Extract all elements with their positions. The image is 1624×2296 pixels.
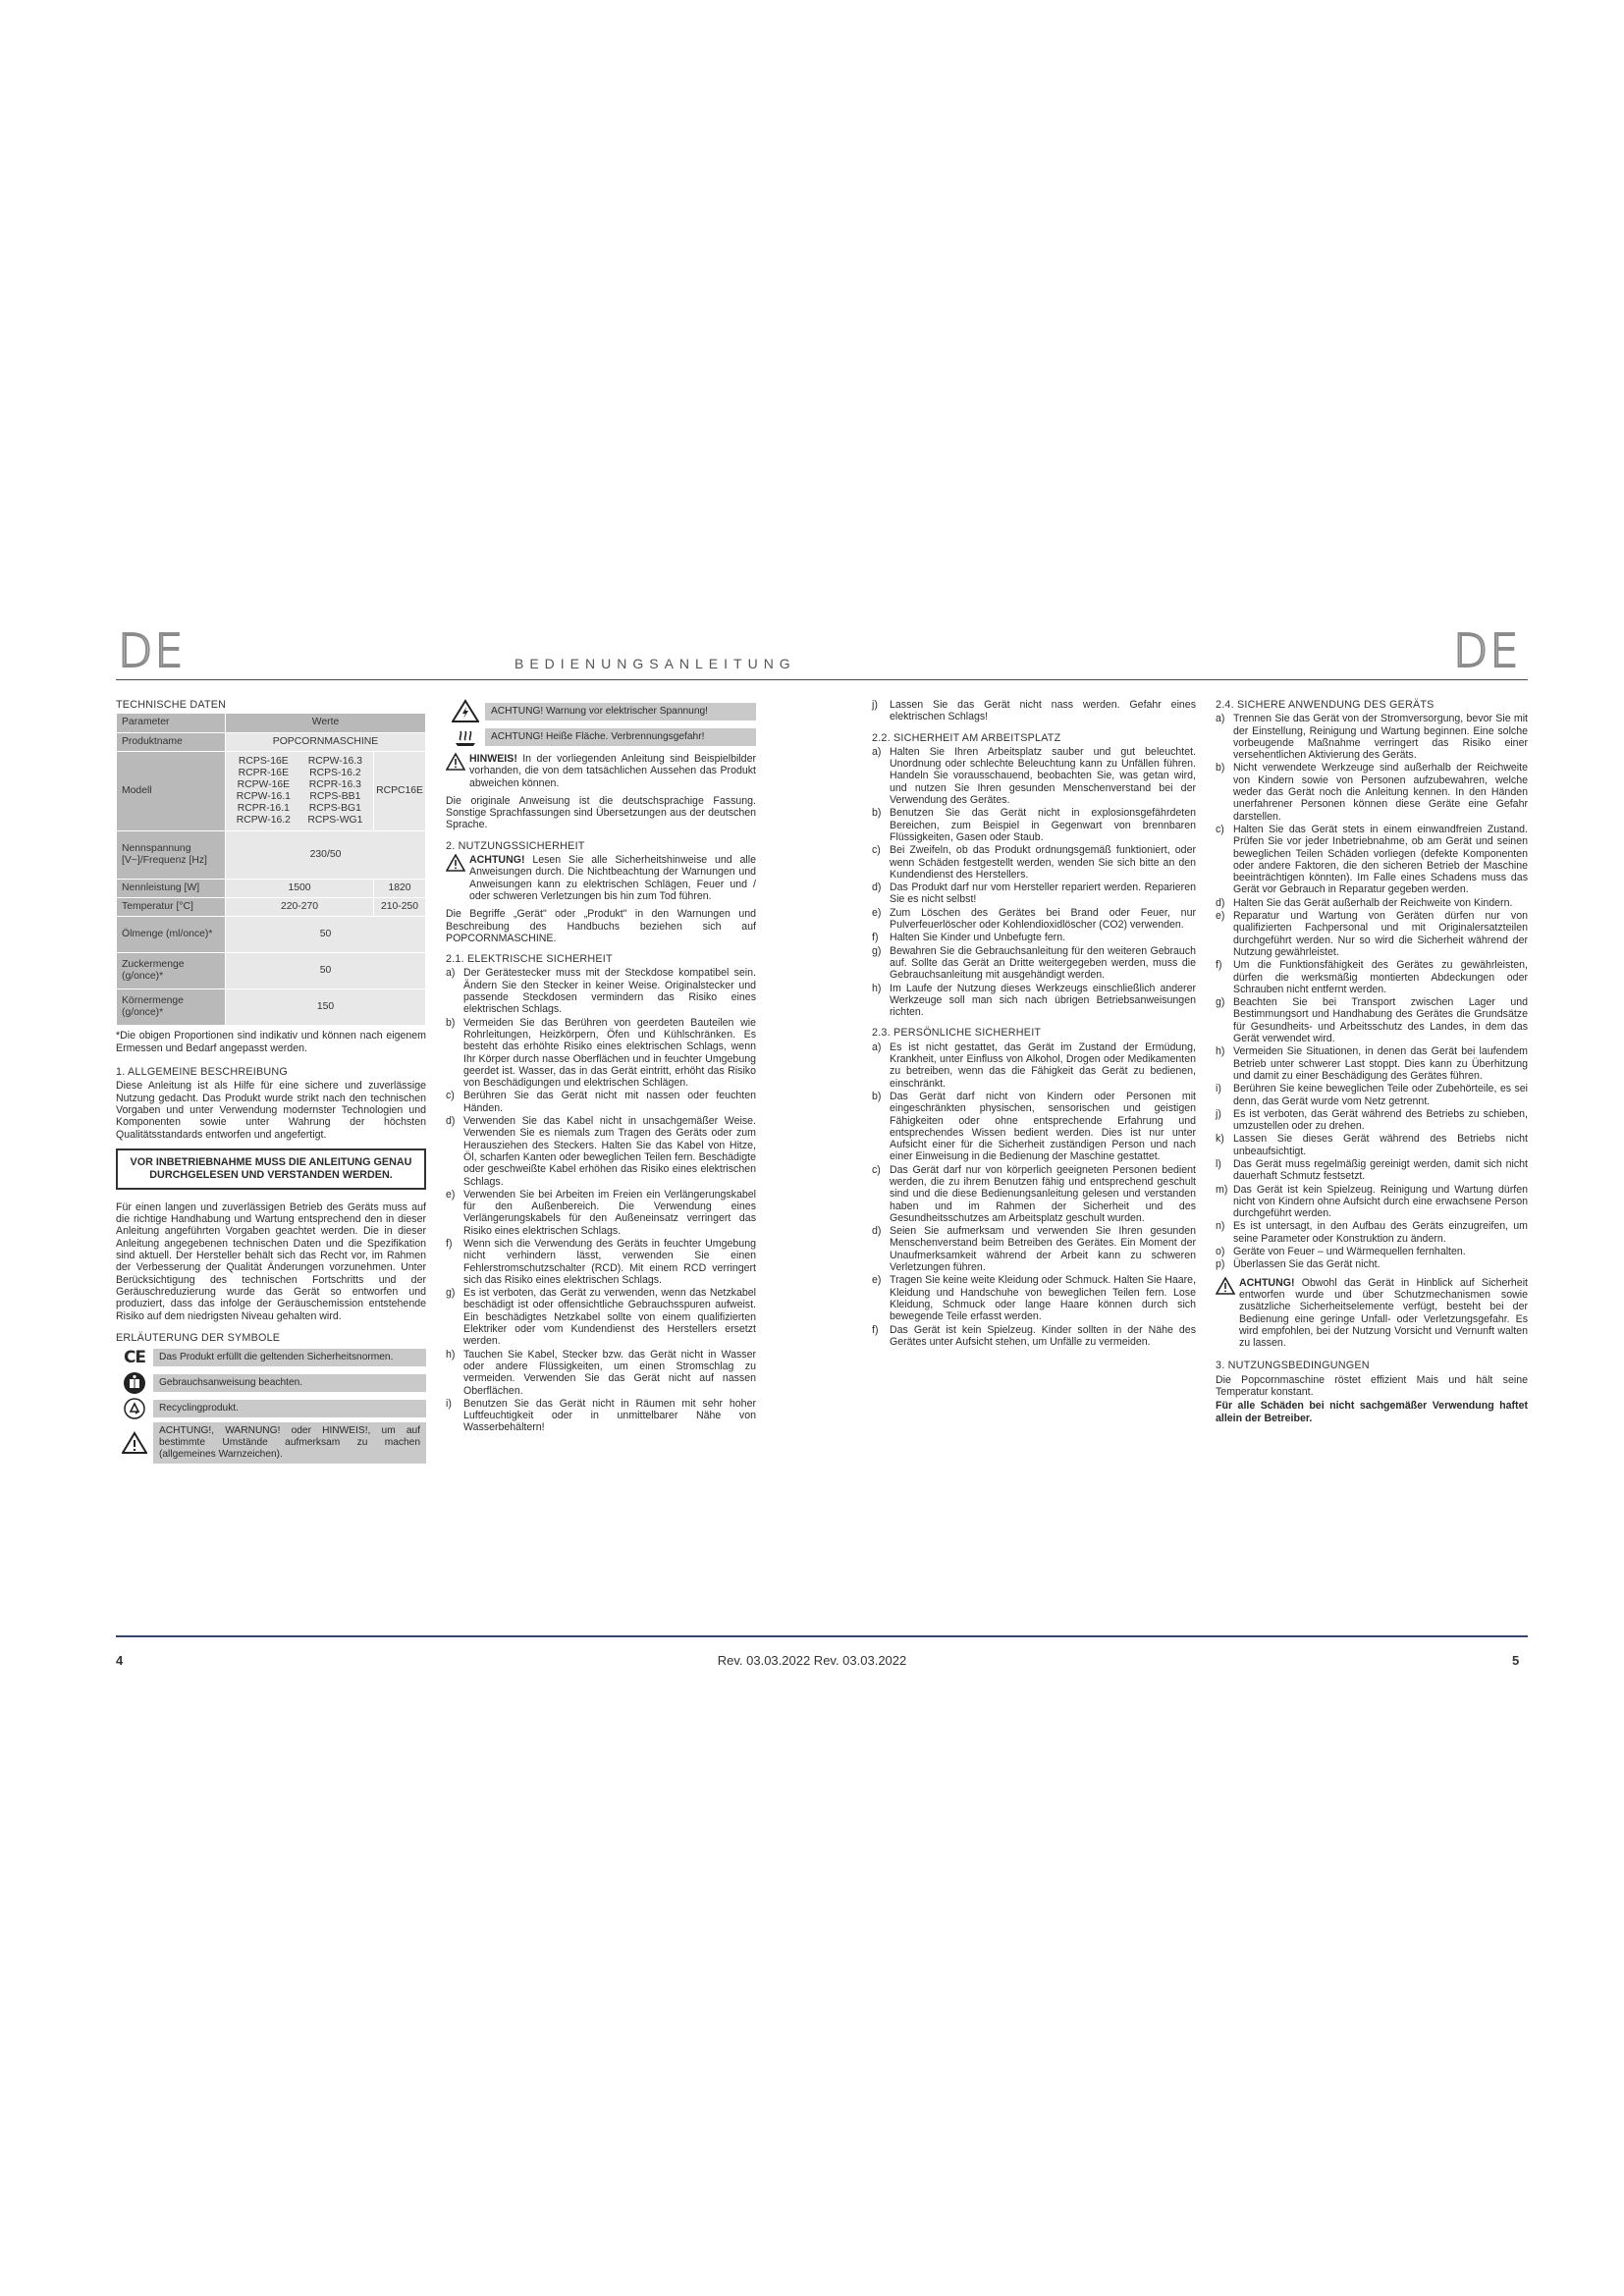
table-footnote: *Die obigen Proportionen sind indikativ und können nach eigenem Ermessen und Bedarf angepasst werden.	[116, 1030, 426, 1054]
warning-triangle-icon	[116, 1431, 153, 1455]
list-text: Beachten Sie bei Transport zwischen Lager und Bestimmungsort und Handhabung des Gerätes die Grundsätze für Gesundheits- und Arbeitsschutz des Landes, in dem das Gerät verwendet wird.	[1233, 996, 1528, 1045]
list-item	[446, 1238, 756, 1286]
list-item	[1216, 1246, 1528, 1257]
list-marker: g)	[1216, 996, 1225, 1009]
list-text: Trennen Sie das Gerät von der Stromversorgung, bevor Sie mit der Einstellung, Reinigung und Wartung beginnen. Eine solche vorbeugende Maßnahme verringert das Risiko einer versehentlichen Aktivierung des Geräts.	[1233, 713, 1528, 762]
spec-model-label: Modell	[117, 751, 226, 830]
list-marker: h)	[1216, 1045, 1225, 1058]
list-item	[1216, 1108, 1528, 1133]
list-item	[446, 1017, 756, 1090]
spec-corn-value: 150	[226, 989, 426, 1026]
column-1	[116, 699, 426, 1466]
list-text: Nicht verwendete Werkzeuge sind außerhalb der Reichweite von Kindern sowie von Personen aufzubewahren, welche weder das Gerät noch die Anleitung kennen. In den Händen unerfahrener Personen können diese Geräte eine Gefahr darstellen.	[1233, 762, 1528, 823]
list-marker: m)	[1216, 1183, 1228, 1196]
list-text: Es ist nicht gestattet, das Gerät im Zustand der Ermüdung, Krankheit, unter Einfluss von Alkohol, Drogen oder Medikamenten zu betreiben, wenn das die Fähigkeit das Gerät zu bedienen, einschränkt.	[890, 1041, 1196, 1090]
list-marker: e)	[1216, 910, 1225, 923]
list-marker: o)	[1216, 1246, 1225, 1258]
warning-electric	[446, 699, 756, 723]
list-marker: d)	[446, 1115, 456, 1128]
section-1-text: Diese Anleitung ist als Hilfe für eine sichere und zuverlässige Nutzung gedacht. Das Produkt wurde strikt nach den technischen Vorgaben und unter Verwendung modernster Technologien und Komponenten sowie unter Wahrung der höchsten Qualitätsstandards entworfen und angefertigt.	[116, 1080, 426, 1141]
spec-product-value: POPCORNMASCHINE	[226, 732, 426, 751]
spec-sugar-value: 50	[226, 953, 426, 989]
warning-triangle-icon	[1216, 1277, 1239, 1352]
symbol-text: Recyclingprodukt.	[153, 1400, 426, 1417]
list-item	[1216, 713, 1528, 761]
read-manual-icon	[116, 1371, 153, 1395]
read-manual-callout: VOR INBETRIEBNAHME MUSS DIE ANLEITUNG GENAU DURCHGELESEN UND VERSTANDEN WERDEN.	[116, 1148, 426, 1190]
list-marker: n)	[1216, 1220, 1225, 1233]
column-2	[446, 699, 756, 1435]
list-item	[872, 807, 1196, 843]
list-item	[446, 1189, 756, 1237]
list-marker: c)	[446, 1090, 455, 1102]
spec-voltage-value: 230/50	[226, 830, 426, 879]
list-marker: a)	[1216, 713, 1225, 725]
model-name: RCPW-16.1	[236, 790, 291, 802]
model-name: RCPS-16E	[238, 755, 289, 767]
list-item	[872, 1324, 1196, 1349]
list-text: Der Gerätestecker muss mit der Steckdose kompatibel sein. Ändern Sie den Stecker in keiner Weise. Originalstecker und passende Steckdosen vermindern das Risiko eines elektrischen Schlags.	[463, 967, 756, 1016]
list-marker: c)	[1216, 823, 1224, 835]
section-1-text-2: Für einen langen und zuverlässigen Betrieb des Geräts muss auf die richtige Handhabung und Wartung entsprechend den in dieser Anleitung angeführten Vorgaben geachtet werden. Die in dieser Anleitung angegebenen technischen Daten und die Spezifikation sind aktuell. Der Hersteller behält sich das Recht vor, im Rahmen der Verbesserung der Qualität Änderungen vorzunehmen. Unter Berücksichtigung des technischen Fortschritts und der Geräuschreduzierung wurde das Gerät so entworfen und produziert, dass das infolge der Geräuschemission entstehende Risiko auf dem niedrigsten Niveau gehalten wird.	[116, 1201, 426, 1322]
list-marker: j)	[1216, 1107, 1221, 1120]
list-marker: d)	[1216, 896, 1225, 909]
model-list-a	[237, 756, 291, 827]
spec-header-param: Parameter	[117, 714, 226, 732]
list-item	[446, 1349, 756, 1397]
list-text: Überlassen Sie das Gerät nicht.	[1233, 1258, 1380, 1271]
list-marker: e)	[872, 906, 882, 919]
model-list-b	[307, 756, 362, 827]
list-text: Halten Sie Ihren Arbeitsplatz sauber und gut beleuchtet. Unordnung oder schlechte Beleuchtung kann zu Unfällen führen. Handeln Sie vorausschauend, beobachten Sie, was getan wird, und nutzen Sie Ihren gesunden Menschenverstand bei der Verwendung des Gerätes.	[890, 745, 1196, 807]
section-2-3-heading: 2.3. PERSÖNLICHE SICHERHEIT	[872, 1027, 1042, 1040]
achtung-text: Obwohl das Gerät in Hinblick auf Sicherheit entworfen wurde und über Schutzmechanismen sowie zusätzliche Sicherheitselemente verfügt, besteht bei der Bedienung eine geringe Unfall- oder Verletzungsgefahr. Es wird empfohlen, bei der Nutzung Vorsicht und Vernunft walten zu lassen.	[1239, 1276, 1528, 1350]
page-title: BEDIENUNGSANLEITUNG	[514, 656, 796, 671]
list-item	[872, 1091, 1196, 1163]
list-item	[872, 907, 1196, 932]
list-item	[1216, 824, 1528, 896]
achtung-note	[446, 854, 756, 904]
model-name: RCPR-16.1	[237, 802, 290, 814]
model-name: RCPW-16.2	[236, 814, 291, 826]
hinweis-text: In der vorliegenden Anleitung sind Beispielbilder vorhanden, die von dem tatsächlichen Aussehen das Produkt abweichen können.	[469, 753, 756, 789]
spec-sugar-label: Zuckermenge (g/once)*	[117, 953, 226, 989]
hinweis-note	[446, 753, 756, 791]
section-3-heading: 3. NUTZUNGSBEDINGUNGEN	[1216, 1360, 1370, 1372]
list-marker: g)	[446, 1287, 456, 1300]
list-text: Bewahren Sie die Gebrauchsanleitung für den weiteren Gebrauch auf. Sollte das Gerät an Dritte weitergegeben werden, muss die Gebrauchsanleitung mit ausgehändigt werden.	[890, 944, 1196, 982]
model-name: RCPS-BG1	[308, 802, 361, 814]
list-text: Es ist verboten, das Gerät zu verwenden, wenn das Netzkabel beschädigt ist oder offensichtliche Gebrauchsspuren aufweist. Ein beschädigtes Netzkabel sollte von einem qualifizierten Elektriker oder vom Kundendienst des Herstellers ersetzt werden.	[463, 1287, 756, 1348]
list-item	[1216, 959, 1528, 995]
list-item	[1216, 1158, 1528, 1183]
list-item	[872, 932, 1196, 943]
list-text: Reparatur und Wartung von Geräten dürfen nur von qualifizierten Fachpersonal und mit Originalersatzteilen durchgeführt werden. Nur so wird die Sicherheit während der Nutzung gewährleistet.	[1233, 910, 1528, 958]
list-text: Es ist untersagt, in den Aufbau des Geräts einzugreifen, um seine Parameter oder Konstruktion zu ändern.	[1233, 1220, 1528, 1245]
spec-power-b: 1820	[374, 879, 426, 897]
section-3-text: Die Popcornmaschine röstet effizient Mais und hält seine Temperatur konstant.	[1216, 1373, 1528, 1399]
list-item	[872, 844, 1196, 881]
list-item	[1216, 996, 1528, 1044]
list-item	[446, 1287, 756, 1347]
model-name: RCPS-16.2	[309, 767, 361, 778]
list-marker: a)	[446, 967, 456, 980]
list-marker: f)	[446, 1237, 453, 1250]
list-text: Bei Zweifeln, ob das Produkt ordnungsgemäß funktioniert, oder wenn Schäden festgestellt werden, wenden Sie sich bitte an den Kundendienst des Herstellers.	[890, 844, 1196, 881]
spec-model-list	[226, 751, 374, 830]
list-item	[1216, 897, 1528, 909]
section-2-heading: 2. NUTZUNGSSICHERHEIT	[446, 839, 585, 852]
list-item	[1216, 1220, 1528, 1245]
list-marker: c)	[872, 844, 881, 857]
list-marker: b)	[446, 1016, 456, 1029]
spec-power-a: 1500	[226, 879, 374, 897]
list-text: Benutzen Sie das Gerät nicht in explosionsgefährdeten Bereichen, zum Beispiel in Gegenwart von brennbaren Flüssigkeiten, Gasen oder Staub.	[890, 807, 1196, 843]
list-marker: l)	[1216, 1157, 1221, 1170]
column-4	[1216, 699, 1528, 1426]
list-item	[1216, 1258, 1528, 1270]
symbol-text: Gebrauchsanweisung beachten.	[153, 1374, 426, 1392]
list-item	[1216, 762, 1528, 822]
list-marker: h)	[446, 1348, 456, 1361]
spec-temp-label: Temperatur [°C]	[117, 898, 226, 917]
list-text: Verwenden Sie bei Arbeiten im Freien ein Verlängerungskabel für den Außenbereich. Die Verwendung eines Verlängerungskabels für den Außeneinsatz verringert das Risiko eines elektrischen Schlags.	[463, 1188, 756, 1237]
list-item	[1216, 1184, 1528, 1220]
achtung-label: ACHTUNG!	[1239, 1276, 1295, 1289]
recycling-icon	[116, 1397, 153, 1420]
list-text: Seien Sie aufmerksam und verwenden Sie Ihren gesunden Menschenverstand beim Betreiben des Gerätes. Ein Moment der Unaufmerksamkeit während der Arbeit kann zu schweren Verletzungen führen.	[890, 1225, 1196, 1274]
electrical-safety-list	[446, 967, 756, 1433]
list-text: Halten Sie das Gerät außerhalb der Reichweite von Kindern.	[1233, 896, 1513, 909]
spec-oil-label: Ölmenge (ml/once)*	[117, 917, 226, 953]
model-name: RCPS-WG1	[307, 814, 363, 826]
list-item	[446, 1090, 756, 1114]
column-3	[872, 699, 1196, 1349]
list-item	[872, 983, 1196, 1019]
safe-use-list	[1216, 713, 1528, 1270]
list-marker: b)	[872, 807, 882, 820]
section-2-1-heading: 2.1. ELEKTRISCHE SICHERHEIT	[446, 953, 613, 966]
list-marker: a)	[872, 1041, 882, 1053]
list-text: Halten Sie Kinder und Unbefugte fern.	[890, 932, 1066, 944]
section-2-4-heading: 2.4. SICHERE ANWENDUNG DES GERÄTS	[1216, 699, 1435, 711]
list-text: Das Gerät ist kein Spielzeug. Reinigung und Wartung dürfen nicht von Kindern ohne Aufsicht durch eine erwachsene Person durchgeführt werden.	[1233, 1183, 1528, 1220]
list-item	[872, 881, 1196, 906]
language-badge-left: DE	[118, 624, 186, 677]
list-marker: c)	[872, 1163, 881, 1176]
workplace-safety-list	[872, 746, 1196, 1019]
list-marker: i)	[1216, 1083, 1221, 1095]
list-marker: f)	[1216, 959, 1222, 972]
revision-label: Rev. 03.03.2022 Rev. 03.03.2022	[717, 1653, 907, 1668]
list-marker: b)	[1216, 762, 1225, 774]
spec-voltage-label: Nennspannung [V~]/Frequenz [Hz]	[117, 830, 226, 879]
list-marker: k)	[1216, 1133, 1224, 1146]
list-item	[872, 1041, 1196, 1090]
list-text: Das Gerät darf nicht von Kindern oder Personen mit eingeschränkten physischen, sensorischen und geistigen Fähigkeiten oder ohne entsprechende Erfahrung und entsprechendes Wissen bedient werden. Dies ist nur unter Aufsicht einer für die Sicherheit zuständigen Person und nach einer Einweisung in die Bedienung der Maschine gestattet.	[890, 1090, 1196, 1163]
list-marker: g)	[872, 944, 882, 957]
symbol-row	[116, 1422, 426, 1464]
model-name: RCPS-BB1	[309, 790, 361, 802]
achtung-text: Lesen Sie alle Sicherheitshinweise und alle Anweisungen durch. Die Nichtbeachtung der Warnungen und Anweisungen kann zu elektrischen Schlägen, Feuer und / oder schweren Verletzungen bis hin zum Tod führen.	[469, 854, 756, 902]
section-1-heading: 1. ALLGEMEINE BESCHREIBUNG	[116, 1066, 289, 1079]
original-language-text: Die originale Anweisung ist die deutschsprachige Fassung. Sonstige Sprachfassungen sind Übersetzungen aus der deutschen Sprache.	[446, 794, 756, 831]
model-name: RCPW-16.3	[307, 755, 362, 767]
list-marker: h)	[872, 982, 882, 994]
list-text: Verwenden Sie das Kabel nicht in unsachgemäßer Weise. Verwenden Sie es niemals zum Tragen des Geräts oder zum Herausziehen des Steckers. Halten Sie das Kabel von Hitze, Öl, scharfen Kanten oder beweglichen Teilen fern. Beschädigte oder geschweißte Kabel erhöhen das Risiko eines elektrischen Schlags.	[463, 1115, 756, 1188]
list-marker: a)	[872, 745, 882, 758]
list-marker: b)	[872, 1090, 882, 1102]
list-text: Wenn sich die Verwendung des Geräts in feuchter Umgebung nicht verhindern lässt, verwenden Sie einen Fehlerstromschutzschalter (RCD). Mit einem RCD verringert sich das Risiko eines elektrischen Schlags.	[463, 1237, 756, 1286]
list-text: Vermeiden Sie Situationen, in denen das Gerät bei laufendem Betrieb unter schwerer Last stoppt. Dies kann zu Überhitzung und damit zu einer Beschädigung des Gerätes führen.	[1233, 1045, 1528, 1082]
list-marker: j)	[872, 699, 878, 711]
symbols-heading: ERLÄUTERUNG DER SYMBOLE	[116, 1331, 281, 1344]
language-badge-right: DE	[1453, 624, 1521, 677]
list-item	[1216, 1083, 1528, 1107]
list-text: Das Gerät muss regelmäßig gereinigt werden, damit sich nicht dauerhaft Schmutz festsetzt.	[1233, 1157, 1528, 1183]
terms-text: Die Begriffe „Gerät" oder „Produkt" in den Warnungen und Beschreibung des Handbuchs beziehen sich auf POPCORNMASCHINE.	[446, 908, 756, 944]
list-marker: p)	[1216, 1258, 1225, 1271]
list-text: Vermeiden Sie das Berühren von geerdeten Bauteilen wie Rohrleitungen, Heizkörpern, Öfen und Kühlschränken. Es besteht das erhöhte Risiko eines elektrischen Schlags, wenn Ihr Körper durch nasse Oberflächen und in feuchter Umgebung geerdet ist. Wasser, das in das Gerät eintritt, erhöht das Risiko von Beschädigungen und elektrischen Schlägen.	[463, 1016, 756, 1090]
list-text: Benutzen Sie das Gerät nicht in Räumen mit sehr hoher Luftfeuchtigkeit oder in unmittelbarer Nähe von Wasserbehältern!	[463, 1397, 756, 1434]
list-text: Lassen Sie dieses Gerät während des Betriebs nicht unbeaufsichtigt.	[1233, 1133, 1528, 1157]
spec-power-label: Nennleistung [W]	[117, 879, 226, 897]
section-2-2-heading: 2.2. SICHERHEIT AM ARBEITSPLATZ	[872, 731, 1061, 744]
warning-triangle-icon	[446, 854, 469, 904]
page-number-right: 5	[1512, 1653, 1520, 1668]
ce-mark-icon: CE	[123, 1347, 146, 1367]
list-text: Das Produkt darf nur vom Hersteller repariert werden. Reparieren Sie es nicht selbst!	[890, 881, 1196, 906]
list-marker: e)	[872, 1274, 882, 1287]
list-item	[872, 1274, 1196, 1322]
warning-electric-text: ACHTUNG! Warnung vor elektrischer Spannung!	[485, 703, 756, 721]
list-item	[446, 1115, 756, 1188]
personal-safety-list	[872, 1041, 1196, 1348]
list-marker: d)	[872, 881, 882, 894]
list-text: Das Gerät ist kein Spielzeug. Kinder sollten in der Nähe des Gerätes unter Aufsicht stehen, um Unfälle zu vermeiden.	[890, 1323, 1196, 1348]
symbol-text: Das Produkt erfüllt die geltenden Sicherheitsnormen.	[153, 1349, 426, 1366]
symbol-row	[116, 1397, 426, 1420]
list-item	[446, 967, 756, 1015]
list-item	[872, 1225, 1196, 1273]
list-text: Lassen Sie das Gerät nicht nass werden. Gefahr eines elektrischen Schlags!	[890, 699, 1196, 723]
spec-model-c: RCPC16E	[374, 751, 426, 830]
spec-table	[116, 713, 426, 1026]
page-number-left: 4	[116, 1653, 124, 1668]
achtung-note-2	[1216, 1277, 1528, 1352]
list-item	[872, 945, 1196, 982]
model-name: RCPR-16.3	[308, 778, 361, 790]
list-text: Im Laufe der Nutzung dieses Werkzeugs einschließlich anderer Werkzeuge soll man sich nach übrigen Betriebsanweisungen richten.	[890, 982, 1196, 1019]
list-text: Um die Funktionsfähigkeit des Gerätes zu gewährleisten, dürfen die werksmäßig montierten Abdeckungen oder Schrauben nicht entfernt werden.	[1233, 959, 1528, 995]
hinweis-label: HINWEIS!	[469, 753, 517, 765]
warning-hot-surface	[446, 727, 756, 747]
list-item	[1216, 1045, 1528, 1082]
list-marker: f)	[872, 932, 879, 944]
list-item	[1216, 910, 1528, 958]
list-text: Tragen Sie keine weite Kleidung oder Schmuck. Halten Sie Haare, Kleidung und Handschuhe von beweglichen Teilen fern. Lose Kleidung, Schmuck oder lange Haare können durch sich bewegende Teile erfasst werden.	[890, 1274, 1196, 1323]
list-item	[446, 1398, 756, 1434]
symbol-row	[116, 1371, 426, 1395]
list-marker: e)	[446, 1188, 456, 1201]
list-item	[872, 1164, 1196, 1224]
footer-rule	[116, 1635, 1528, 1637]
hot-surface-icon	[446, 727, 485, 747]
symbol-text: ACHTUNG!, WARNUNG! oder HINWEIS!, um auf bestimmte Umstände aufmerksam zu machen (allgemeines Warnzeichen).	[153, 1422, 426, 1464]
list-text: Das Gerät darf nur von körperlich geeigneten Personen bedient werden, die zu ihrem Benutzen fähig und entsprechend geschult sind und die diese Bedienungsanleitung gelesen und verstanden haben und im Rahmen der Sicherheit und des Gesundheitsschutzes am Arbeitsplatz geschult wurden.	[890, 1163, 1196, 1224]
warning-hot-surface-text: ACHTUNG! Heiße Fläche. Verbrennungsgefahr!	[485, 728, 756, 746]
achtung-label: ACHTUNG!	[469, 854, 525, 867]
model-name: RCPW-16E	[237, 778, 291, 790]
list-text: Zum Löschen des Gerätes bei Brand oder Feuer, nur Pulverfeuerlöscher oder Kohlendioxidlöscher (CO2) verwenden.	[890, 906, 1196, 932]
electric-warning-icon	[446, 699, 485, 723]
list-marker: i)	[446, 1397, 452, 1410]
list-marker: f)	[872, 1323, 879, 1336]
list-item	[1216, 1133, 1528, 1157]
tech-data-heading: TECHNISCHE DATEN	[116, 699, 227, 711]
list-item	[872, 746, 1196, 806]
list-text: Geräte von Feuer – und Wärmequellen fernhalten.	[1233, 1246, 1466, 1258]
spec-product-label: Produktname	[117, 732, 226, 751]
list-marker: d)	[872, 1225, 882, 1238]
spec-temp-b: 210-250	[374, 898, 426, 917]
list-text: Es ist verboten, das Gerät während des Betriebs zu schieben, umzustellen oder zu drehen.	[1233, 1107, 1528, 1133]
section-3-bold-text: Für alle Schäden bei nicht sachgemäßer Verwendung haftet allein der Betreiber.	[1216, 1400, 1528, 1424]
spec-corn-label: Körnermenge (g/once)*	[117, 989, 226, 1026]
symbol-row	[116, 1346, 426, 1369]
spec-header-values: Werte	[226, 714, 426, 732]
list-text: Berühren Sie das Gerät nicht mit nassen oder feuchten Händen.	[463, 1090, 756, 1114]
spec-oil-value: 50	[226, 917, 426, 953]
list-item	[872, 699, 1196, 723]
symbols-list	[116, 1346, 426, 1464]
list-text: Berühren Sie keine beweglichen Teile oder Zubehörteile, es sei denn, das Gerät wurde vom Netz getrennt.	[1233, 1083, 1528, 1107]
list-text: Halten Sie das Gerät stets in einem einwandfreien Zustand. Prüfen Sie vor jeder Inbetriebnahme, ob am Gerät und seinen beweglichen Teilen Schäden vorliegen (defekte Komponenten oder andere Faktoren, die den sicheren Betrieb der Maschine beeinträchtigen könnten). Im Falle eines Schadens muss das Gerät vor Gebrauch in Reparatur gegeben werden.	[1233, 823, 1528, 896]
model-name: RCPR-16E	[238, 767, 290, 778]
header-rule	[116, 679, 1528, 680]
spec-temp-a: 220-270	[226, 898, 374, 917]
list-text: Tauchen Sie Kabel, Stecker bzw. das Gerät nicht in Wasser oder andere Flüssigkeiten, um einen Stromschlag zu vermeiden. Verwenden Sie das Gerät nicht auf nassen Oberflächen.	[463, 1348, 756, 1397]
warning-triangle-icon	[446, 753, 469, 791]
